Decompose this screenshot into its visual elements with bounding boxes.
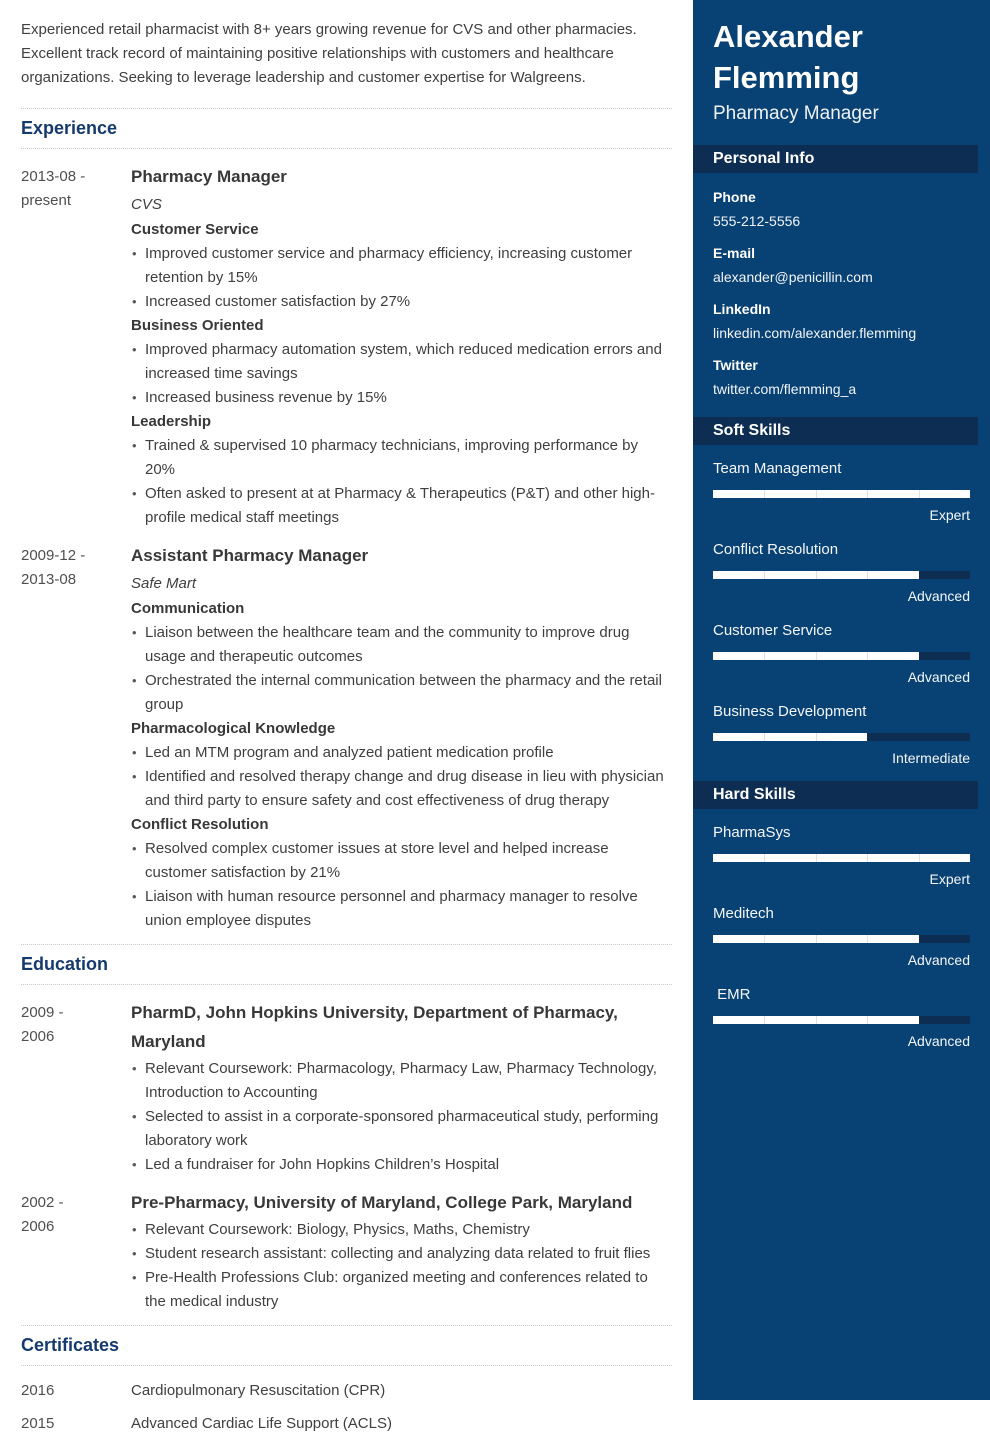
degree-title: PharmD, John Hopkins University, Department of Pharmacy, Maryland: [131, 1003, 618, 1051]
bullet-list: [131, 741, 672, 813]
bullet-item: • Identified and resolved therapy change and drug disease in lieu with physician and third party to ensure safety and cost effectiveness of drug therapy: [131, 765, 672, 813]
certificate-name: Advanced Cardiac Life Support (ACLS): [131, 1415, 392, 1432]
skill-group-heading: Conflict Resolution: [131, 816, 269, 833]
skill-level-label: Expert: [929, 871, 970, 887]
date-from: 2013-08 -: [21, 168, 86, 185]
email-value: alexander@penicillin.com: [713, 269, 873, 285]
date-to: 2013-08: [21, 571, 77, 588]
skill-group-heading: Leadership: [131, 413, 212, 430]
experience-section-heading: Experience: [21, 108, 672, 149]
skill-name: Team Management: [713, 460, 842, 477]
skill-group-heading: Business Oriented: [131, 317, 264, 334]
skill-progress-fill: [713, 733, 867, 741]
experience-dates: [21, 162, 131, 530]
education-entry: [21, 998, 672, 1177]
phone-value: 555-212-5556: [713, 213, 801, 229]
skill-progress-bar: [713, 935, 970, 943]
bullet-item: • Improved pharmacy automation system, which reduced medication errors and increased time savings: [131, 338, 672, 386]
twitter-value: twitter.com/flemming_a: [713, 381, 857, 397]
skill-progress-bar: [713, 571, 970, 579]
skill-level-label: Advanced: [907, 952, 970, 968]
skill-progress-bar: [713, 1016, 970, 1024]
skill-name: Conflict Resolution: [713, 541, 839, 558]
experience-entry: [21, 162, 672, 530]
certificate-row: [21, 1379, 672, 1403]
skill-name: Customer Service: [713, 622, 833, 639]
sidebar: [693, 0, 990, 1400]
education-entry-body: [131, 1188, 672, 1314]
bullet-item: • Led a fundraiser for John Hopkins Children’s Hospital: [131, 1153, 672, 1177]
date-from: 2002 -: [21, 1194, 64, 1211]
bullet-item: • Relevant Coursework: Biology, Physics, Maths, Chemistry: [131, 1218, 672, 1242]
company-name: Safe Mart: [131, 575, 197, 592]
candidate-name: Alexander Flemming: [713, 19, 863, 95]
personal-info-block: [693, 185, 990, 401]
bullet-item: • Relevant Coursework: Pharmacology, Pharmacy Law, Pharmacy Technology, Introduction to Accounting: [131, 1057, 672, 1105]
personal-info-heading: Personal Info: [693, 145, 978, 173]
date-to: present: [21, 192, 72, 209]
bullet-item: • Pre-Health Professions Club: organized meeting and conferences related to the medical industry: [131, 1266, 672, 1314]
certificates-section-heading: Certificates: [21, 1325, 672, 1366]
skill-progress-bar: [713, 854, 970, 862]
date-from: 2009-12 -: [21, 547, 86, 564]
bullet-item: • Led an MTM program and analyzed patient medication profile: [131, 741, 672, 765]
experience-entry-body: [131, 541, 672, 933]
skill-name: Business Development: [713, 703, 867, 720]
education-dates: [21, 1188, 131, 1314]
skill-row: [713, 619, 970, 687]
skill-progress-bar: [713, 652, 970, 660]
bullet-item: • Liaison with human resource personnel and pharmacy manager to resolve union employee disputes: [131, 885, 672, 933]
skill-level-label: Advanced: [907, 588, 970, 604]
skill-level-label: Expert: [929, 507, 970, 523]
bullet-item: • Increased business revenue by 15%: [131, 386, 672, 410]
skill-name: EMR: [713, 986, 751, 1003]
skill-row: [713, 902, 970, 970]
contact-field-phone: [713, 185, 970, 233]
contact-label: E-mail: [713, 245, 756, 261]
bullet-item: • Selected to assist in a corporate-sponsored pharmaceutical study, performing laboratory work: [131, 1105, 672, 1153]
degree-title: Pre-Pharmacy, University of Maryland, College Park, Maryland: [131, 1193, 633, 1212]
experience-dates: [21, 541, 131, 933]
skill-progress-fill: [713, 854, 970, 862]
date-to: 2006: [21, 1218, 55, 1235]
contact-field-twitter: [713, 353, 970, 401]
certificate-name: Cardiopulmonary Resuscitation (CPR): [131, 1382, 386, 1399]
education-entry: [21, 1188, 672, 1314]
bullet-list: [131, 434, 672, 530]
hard-skills-block: [693, 821, 990, 1051]
bullet-item: • Increased customer satisfaction by 27%: [131, 290, 672, 314]
certificate-year: 2016: [21, 1382, 55, 1399]
hard-skills-heading: Hard Skills: [693, 781, 978, 809]
bullet-item: • Student research assistant: collecting and analyzing data related to fruit flies: [131, 1242, 672, 1266]
bullet-list: [131, 338, 672, 410]
soft-skills-heading: Soft Skills: [693, 417, 978, 445]
experience-entry: [21, 541, 672, 933]
skill-row: [713, 821, 970, 889]
skill-row: [713, 538, 970, 606]
date-from: 2009 -: [21, 1004, 64, 1021]
bullet-item: • Liaison between the healthcare team and the community to improve drug usage and therapeutic outcomes: [131, 621, 672, 669]
bullet-list: [131, 242, 672, 314]
contact-label: LinkedIn: [713, 301, 771, 317]
date-to: 2006: [21, 1028, 55, 1045]
contact-field-linkedin: [713, 297, 970, 345]
linkedin-value: linkedin.com/alexander.flemming: [713, 325, 917, 341]
skill-progress-bar: [713, 490, 970, 498]
bullet-list: [131, 621, 672, 717]
experience-entry-body: [131, 162, 672, 530]
bullet-item: • Trained & supervised 10 pharmacy technicians, improving performance by 20%: [131, 434, 672, 482]
education-section-heading: Education: [21, 944, 672, 985]
certificate-year: 2015: [21, 1415, 55, 1432]
contact-label: Twitter: [713, 357, 758, 373]
skill-row: [713, 700, 970, 768]
candidate-job-title: Pharmacy Manager: [713, 103, 879, 124]
bullet-item: • Often asked to present at at Pharmacy & Therapeutics (P&T) and other high-profile medical staff meetings: [131, 482, 672, 530]
job-title: Pharmacy Manager: [131, 167, 287, 186]
bullet-list: [131, 1057, 672, 1177]
bullet-list: [131, 837, 672, 933]
skill-row: [713, 983, 970, 1051]
soft-skills-block: [693, 457, 990, 768]
skill-group-heading: Pharmacological Knowledge: [131, 720, 336, 737]
skill-row: [713, 457, 970, 525]
skill-level-label: Intermediate: [892, 750, 970, 766]
skill-progress-fill: [713, 490, 970, 498]
skill-level-label: Advanced: [907, 1033, 970, 1049]
certificate-row: [21, 1412, 672, 1436]
bullet-list: [131, 1218, 672, 1314]
skill-progress-bar: [713, 733, 970, 741]
job-title: Assistant Pharmacy Manager: [131, 546, 369, 565]
contact-field-email: [713, 241, 970, 289]
skill-name: Meditech: [713, 905, 774, 922]
skill-level-label: Advanced: [907, 669, 970, 685]
contact-label: Phone: [713, 189, 756, 205]
skill-group-heading: Customer Service: [131, 221, 259, 238]
bullet-item: • Orchestrated the internal communication between the pharmacy and the retail group: [131, 669, 672, 717]
bullet-item: • Resolved complex customer issues at store level and helped increase customer satisfaction by 21%: [131, 837, 672, 885]
education-entry-body: [131, 998, 672, 1177]
bullet-item: • Improved customer service and pharmacy efficiency, increasing customer retention by 15%: [131, 242, 672, 290]
skill-group-heading: Communication: [131, 600, 245, 617]
professional-summary: Experienced retail pharmacist with 8+ years growing revenue for CVS and other pharmacies. Excellent track record of maintaining positive relationships with customers and healthcare organizations. Seeking to leverage leadership and customer expertise for Walgreens.: [21, 21, 637, 86]
company-name: CVS: [131, 196, 162, 213]
education-dates: [21, 998, 131, 1177]
skill-name: PharmaSys: [713, 824, 791, 841]
